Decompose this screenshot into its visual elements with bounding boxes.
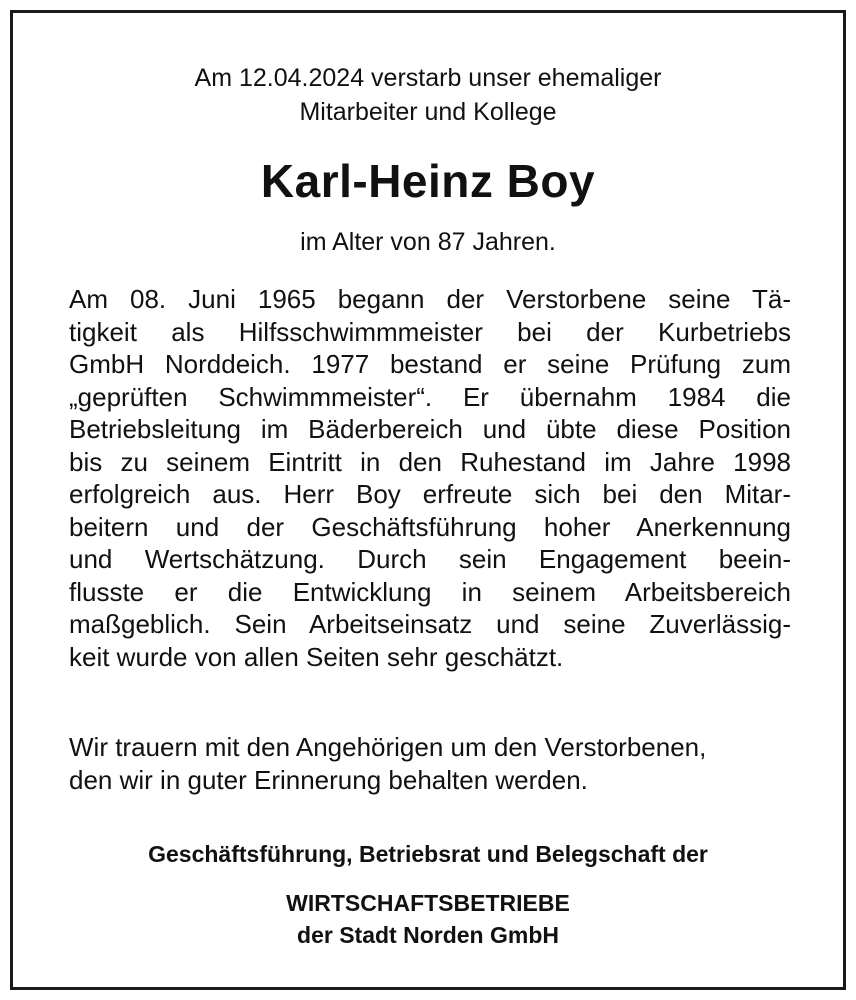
paragraph-line: maßgeblich. Sein Arbeitseinsatz und seine Zuverlässig- — [69, 609, 791, 639]
paragraph-line: keit wurde von allen Seiten sehr geschätzt. — [69, 641, 564, 672]
paragraph-line: bis zu seinem Eintritt in den Ruhestand im Jahre 1998 — [69, 446, 791, 477]
obituary-notice — [10, 10, 846, 990]
paragraph-line: erfolgreich aus. Herr Boy erfreute sich bei den Mitar- — [69, 479, 791, 509]
career-paragraph — [69, 283, 791, 673]
paragraph-line: GmbH Norddeich. 1977 bestand er seine Prüfung zum — [69, 349, 791, 379]
company-name-line-2: der Stadt Norden GmbH — [297, 922, 559, 948]
paragraph-line: den wir in guter Erinnerung behalten werden. — [69, 764, 588, 795]
intro-line-1: Am 12.04.2024 verstarb unser ehemaliger — [194, 64, 662, 92]
condolence-paragraph — [69, 731, 791, 796]
signoff-line: Geschäftsführung, Betriebsrat und Belegschaft der — [148, 841, 708, 867]
age-line: im Alter von 87 Jahren. — [300, 228, 556, 256]
paragraph-line: Wir trauern mit den Angehörigen um den Verstorbenen, — [69, 732, 707, 762]
company-name-line-1: WIRTSCHAFTSBETRIEBE — [286, 890, 570, 916]
intro-line-2: Mitarbeiter und Kollege — [299, 98, 557, 126]
paragraph-line: und Wertschätzung. Durch sein Engagement beein- — [69, 544, 791, 574]
paragraph-line: tigkeit als Hilfsschwimmmeister bei der Kurbetriebs — [69, 316, 791, 347]
paragraph-line: Betriebsleitung im Bäderbereich und übte diese Position — [69, 414, 791, 444]
paragraph-line: flusste er die Entwicklung in seinem Arbeitsbereich — [69, 576, 791, 607]
paragraph-line: beitern und der Geschäftsführung hoher Anerkennung — [69, 511, 791, 542]
deceased-name: Karl-Heinz Boy — [260, 155, 596, 207]
paragraph-line: „geprüften Schwimmmeister“. Er übernahm 1984 die — [69, 381, 791, 412]
paragraph-line: Am 08. Juni 1965 begann der Verstorbene seine Tä- — [69, 284, 791, 314]
